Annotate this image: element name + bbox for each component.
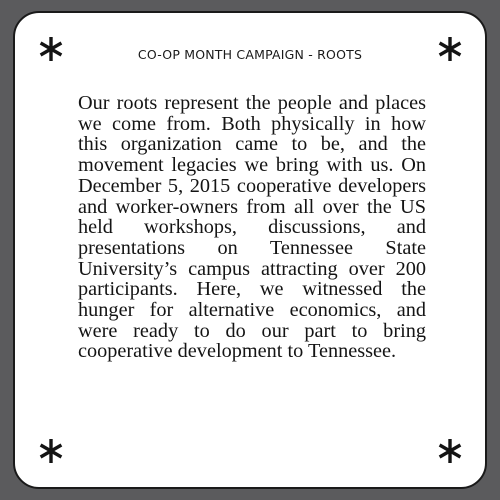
campaign-card <box>13 11 487 489</box>
campaign-title: CO-OP MONTH CAMPAIGN - ROOTS <box>137 47 363 62</box>
asterisk-icon <box>437 438 463 464</box>
asterisk-icon <box>38 438 64 464</box>
body-paragraph: Our roots represent the people and places we come from. Both physically in how this organization came to be, and the movement legacies we bring with us. On December 5, 2015 cooperative developers and worker-owners from all over the US held workshops, discussions, and presentations on Tennessee State University’s campus attracting over 200 participants. Here, we witnessed the hunger for alternative economics, and were ready to do our part to bring cooperative development to Tennessee. <box>78 92 426 363</box>
